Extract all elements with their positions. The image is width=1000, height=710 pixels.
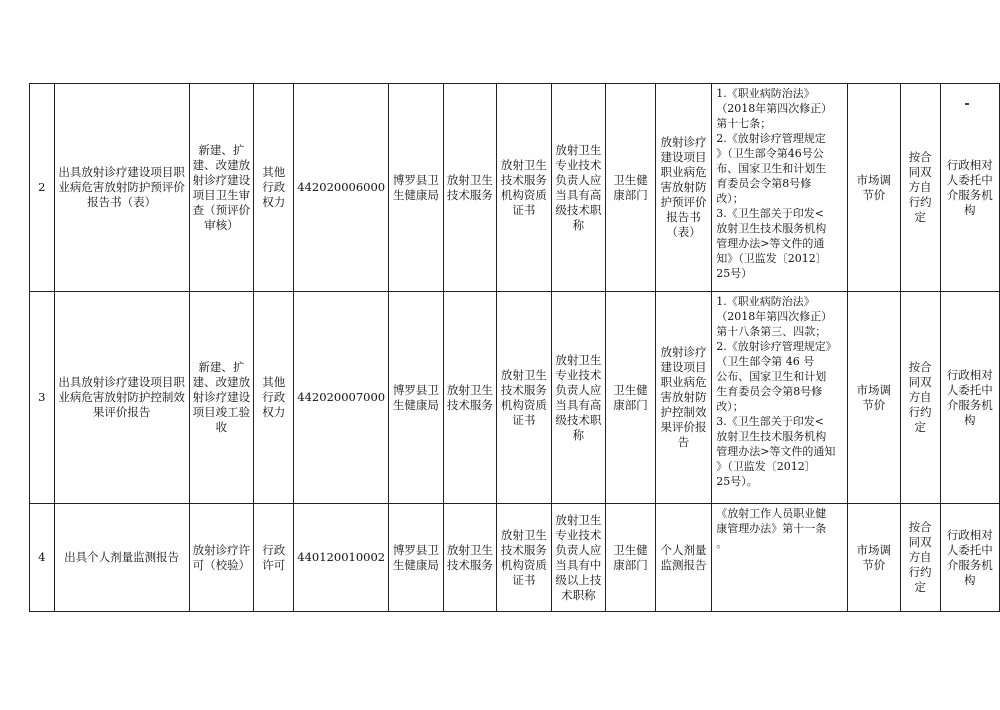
- supervising-department: 卫生健康部门: [613, 172, 648, 202]
- service-nature: 行政相对人委托中介服务机构: [946, 367, 993, 427]
- supervising-department-cell: [606, 84, 656, 292]
- row-number-cell: [30, 292, 55, 504]
- pricing-method-cell: [847, 84, 900, 292]
- pricing-method: 市场调节价: [856, 172, 891, 202]
- power-type-cell: [254, 292, 294, 504]
- legal-basis-line: 》（卫生部令第46号公: [716, 147, 824, 160]
- deliverable-cell: [655, 292, 711, 504]
- pricing-method: 市场调节价: [856, 382, 891, 412]
- deliverable-cell: [655, 84, 711, 292]
- legal-basis-line: 。: [716, 537, 728, 550]
- legal-basis-line: 改）；: [716, 400, 744, 413]
- power-type-cell: [254, 504, 294, 612]
- sub-item: 放射诊疗许可（校验）: [192, 542, 251, 572]
- row-number-cell: [30, 504, 55, 612]
- row-number-cell: [30, 84, 55, 292]
- item-code: 442020006000: [297, 180, 386, 194]
- department: 博罗县卫生健康局: [392, 542, 439, 572]
- personnel-requirement-cell: [551, 504, 606, 612]
- service-category: 放射卫生技术服务: [446, 382, 493, 412]
- legal-basis-line: （2018年第四次修正）: [716, 102, 833, 115]
- power-type-cell: [254, 84, 294, 292]
- legal-basis-line: 管理办法>等文件的通知: [716, 445, 836, 458]
- row-number: 4: [38, 550, 46, 564]
- item-name: 出具个人剂量监测报告: [64, 550, 180, 564]
- charge-standard-cell: [900, 504, 940, 612]
- qualification-cell: [497, 292, 552, 504]
- item-name-cell: [54, 292, 189, 504]
- legal-basis-line: 3.《卫生部关于印发<: [716, 415, 824, 428]
- legal-basis-cell: [712, 292, 848, 504]
- department-cell: [389, 292, 444, 504]
- legal-basis-line: （卫生部令第 46 号: [716, 355, 815, 368]
- legal-basis-line: 2.《放射诊疗管理规定: [716, 132, 826, 145]
- power-type: 其他行政权力: [262, 165, 286, 209]
- service-nature-cell: [940, 84, 999, 292]
- table-row: [30, 504, 1000, 612]
- legal-basis-line: 育委员会令第8号修: [716, 177, 812, 190]
- qualification: 放射卫生技术服务机构资质证书: [500, 157, 547, 217]
- legal-basis-line: 放射卫生技术服务机构: [716, 430, 827, 443]
- deliverable-cell: [655, 504, 711, 612]
- legal-basis-line: 第十八条第三、四款；: [716, 325, 827, 338]
- department: 博罗县卫生健康局: [392, 382, 439, 412]
- legal-basis-cell: [712, 504, 848, 612]
- item-name-cell: [54, 504, 189, 612]
- item-name: 出具放射诊疗建设项目职业病危害放射防护控制效果评价报告: [58, 375, 185, 419]
- legal-basis-line: 改）；: [716, 192, 744, 205]
- qualification-cell: [497, 84, 552, 292]
- power-type: 其他行政权力: [262, 375, 286, 419]
- item-name: 出具放射诊疗建设项目职业病危害放射防护预评价报告书（表）: [58, 165, 185, 209]
- qualification: 放射卫生技术服务机构资质证书: [500, 527, 547, 587]
- legal-basis-line: 2.《放射诊疗管理规定》: [716, 340, 837, 353]
- service-nature-cell: [940, 292, 999, 504]
- pricing-method-cell: [847, 292, 900, 504]
- item-code-cell: [294, 504, 389, 612]
- sub-item: 新建、扩建、改建放射诊疗建设项目竣工验收: [192, 360, 251, 434]
- service-items-table: [29, 83, 1000, 612]
- legal-basis-line: （2018年第四次修正）: [716, 310, 833, 323]
- legal-basis-line: 25号）: [716, 267, 753, 280]
- legal-basis-line: 25号）。: [716, 475, 758, 488]
- item-code-cell: [294, 84, 389, 292]
- service-category: 放射卫生技术服务: [446, 542, 493, 572]
- legal-basis-line: 放射卫生技术服务机构: [716, 222, 827, 235]
- sub-item-cell: [189, 84, 254, 292]
- legal-basis-line: 《放射工作人员职业健: [716, 507, 827, 520]
- legal-basis-line: 》（卫监发〔2012〕: [716, 460, 816, 473]
- department-cell: [389, 84, 444, 292]
- legal-basis-line: 布、国家卫生和计划生: [716, 162, 827, 175]
- item-code: 440120010002: [297, 550, 386, 564]
- service-category-cell: [443, 84, 497, 292]
- legal-basis-line: 3.《卫生部关于印发<: [716, 207, 824, 220]
- charge-standard-cell: [900, 292, 940, 504]
- deliverable: 放射诊疗建设项目职业病危害放射防护控制效果评价报告: [660, 345, 707, 449]
- charge-standard: 按合同双方自行约定: [908, 150, 932, 224]
- legal-basis-cell: [712, 84, 848, 292]
- table-row: [30, 292, 1000, 504]
- qualification: 放射卫生技术服务机构资质证书: [500, 367, 547, 427]
- supervising-department: 卫生健康部门: [613, 542, 648, 572]
- deliverable: 放射诊疗建设项目职业病危害放射防护预评价报告书（表）: [660, 135, 707, 239]
- service-category: 放射卫生技术服务: [446, 172, 493, 202]
- legal-basis-line: 1.《职业病防治法》: [716, 295, 815, 308]
- supervising-department: 卫生健康部门: [613, 382, 648, 412]
- legal-basis-line: 康管理办法》第十一条: [716, 522, 827, 535]
- service-nature-cell: [940, 504, 999, 612]
- charge-standard: 按合同双方自行约定: [908, 360, 932, 434]
- qualification-cell: [497, 504, 552, 612]
- service-nature: 行政相对人委托中介服务机构: [946, 527, 993, 587]
- legal-basis-line: 生育委员会令第8号修: [716, 385, 823, 398]
- supervising-department-cell: [606, 504, 656, 612]
- row-number: 3: [38, 390, 46, 404]
- legal-basis-line: 第十七条；: [716, 117, 772, 130]
- power-type: 行政许可: [262, 542, 286, 572]
- supervising-department-cell: [606, 292, 656, 504]
- personnel-requirement-cell: [551, 84, 606, 292]
- personnel-requirement-cell: [551, 292, 606, 504]
- service-nature: 行政相对人委托中介服务机构: [946, 157, 993, 217]
- sub-item-cell: [189, 292, 254, 504]
- legal-basis-line: 管理办法>等文件的通: [716, 237, 825, 250]
- personnel-requirement: 放射卫生专业技术负责人应当具有中级以上技术职称: [555, 512, 602, 602]
- pricing-method-cell: [847, 504, 900, 612]
- item-code: 442020007000: [297, 390, 386, 404]
- service-category-cell: [443, 504, 497, 612]
- sub-item: 新建、扩建、改建放射诊疗建设项目卫生审查（预评价审核）: [192, 142, 251, 232]
- deliverable: 个人剂量监测报告: [660, 542, 707, 572]
- personnel-requirement: 放射卫生专业技术负责人应当具有高级技术职称: [555, 142, 602, 232]
- sub-item-cell: [189, 504, 254, 612]
- item-code-cell: [294, 292, 389, 504]
- department: 博罗县卫生健康局: [392, 172, 439, 202]
- service-category-cell: [443, 292, 497, 504]
- charge-standard-cell: [900, 84, 940, 292]
- legal-basis-line: 公布、国家卫生和计划: [716, 370, 827, 383]
- personnel-requirement: 放射卫生专业技术负责人应当具有高级技术职称: [555, 352, 602, 442]
- pricing-method: 市场调节价: [856, 542, 891, 572]
- legal-basis-line: 知》（卫监发〔2012〕: [716, 252, 827, 265]
- row-number: 2: [38, 180, 46, 194]
- table-row: [30, 84, 1000, 292]
- department-cell: [389, 504, 444, 612]
- charge-standard: 按合同双方自行约定: [908, 520, 932, 594]
- legal-basis-line: 1.《职业病防治法》: [716, 87, 815, 100]
- item-name-cell: [54, 84, 189, 292]
